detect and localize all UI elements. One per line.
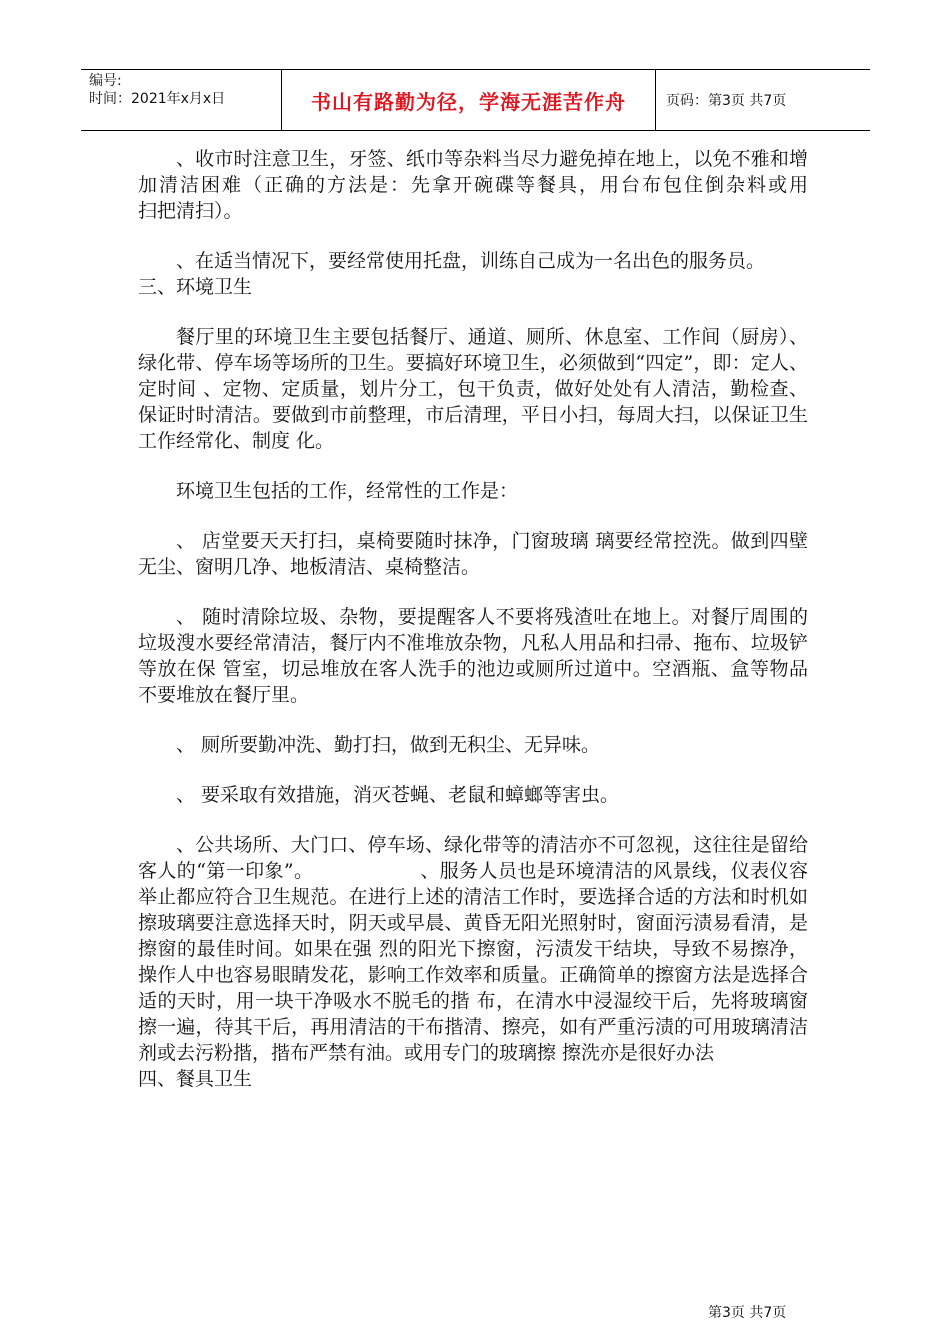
motto: 书山有路勤为径，学海无涯苦作舟	[282, 70, 656, 130]
paragraph: 、在适当情况下，要经常使用托盘，训练自己成为一名出色的服务员。	[176, 250, 766, 272]
section-heading: 四、餐具卫生	[138, 1068, 253, 1090]
number-label: 编号:	[89, 73, 122, 89]
document-header	[81, 69, 870, 131]
paragraph: 、 店堂要天天打扫，桌椅要随时抹净，门窗玻璃 璃要经常控洗。做到四壁无尘、窗明几净、地板清洁、桌椅整洁。	[138, 530, 808, 578]
paragraph: 、 要采取有效措施，消灭苍蝇、老鼠和蟑螂等害虫。	[176, 784, 620, 806]
paragraph: 、 随时清除垃圾、杂物，要提醒客人不要将残渣吐在地上。对餐厅周围的垃圾溲水要经常清洁，餐厅内不准堆放杂物，凡私人用品和扫帚、拖布、垃圾铲等放在保 管室，切忌堆放在客人洗手的池边或厕所过道中。空酒瓶、盒等物品不要堆放在餐厅里。	[138, 606, 808, 706]
paragraph: 餐厅里的环境卫生主要包括餐厅、通道、厕所、休息室、工作间（厨房）、绿化带、停车场等场所的卫生。要搞好环境卫生，必须做到“四定”，即：定人、定时间 、定物、定质量，划片分工，包干负责，做好处处有人清洁，勤检查、保证时时清洁。要做到市前整理，市后清理，平日小扫，每周大扫，以保证卫生工作经常化、制度 化。	[138, 326, 808, 452]
header-meta-cell	[81, 70, 282, 130]
paragraph: 、公共场所、大门口、停车场、绿化带等的清洁亦不可忽视，这往往是留给客人的“第一印象”。 、服务人员也是环境清洁的风景线，仪表仪容举止都应符合卫生规范。在进行上述的清洁工作时，要选择合适的方法和时机如擦玻璃要注意选择天时，阴天或早晨、黄昏无阳光照射时，窗面污渍易看清，是擦窗的最佳时间。如果在强 烈的阳光下擦窗，污渍发干结块，导致不易擦净，操作人中也容易眼睛发花，影响工作效率和质量。正确简单的擦窗方法是选择合适的天时，用一块干净吸水不脱毛的揩 布，在清水中浸湿绞干后，先将玻璃窗擦一遍，待其干后，再用清洁的干布揩清、擦亮，如有严重污渍的可用玻璃清洁剂或去污粉揩，揩布严禁有油。或用专门的玻璃擦 擦洗亦是很好办法	[138, 834, 808, 1064]
section-heading: 三、环境卫生	[138, 276, 253, 298]
page-footer: 第3页 共7页	[708, 1305, 787, 1321]
paragraph: 、收市时注意卫生，牙签、纸巾等杂料当尽力避免掉在地上，以免不雅和增 加清洁困难（正确的方法是：先拿开碗碟等餐具，用台布包住倒杂料或用 扫把清扫）。	[138, 148, 866, 222]
header-page-label: 页码：第3页 共7页	[666, 93, 787, 109]
paragraph: 、 厕所要勤冲洗、勤打扫，做到无积尘、无异味。	[176, 734, 601, 756]
date-label: 时间：2021年x月x日	[89, 91, 226, 107]
paragraph: 环境卫生包括的工作，经常性的工作是：	[176, 480, 519, 502]
document-body	[138, 146, 866, 1092]
